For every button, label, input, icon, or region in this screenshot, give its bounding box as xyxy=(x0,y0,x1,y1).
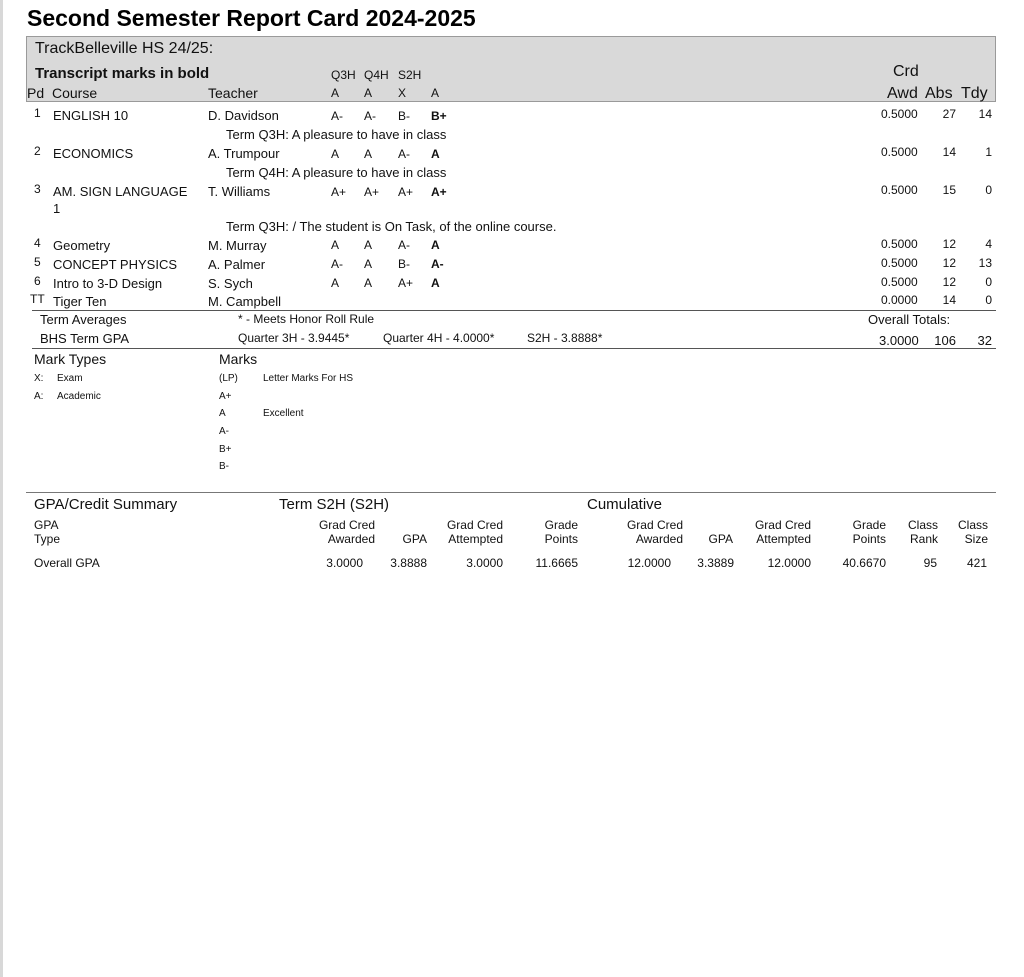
term-attempted-value: 3.0000 xyxy=(466,556,503,570)
gpa-s2: S2H - 3.8888* xyxy=(527,331,603,345)
q4h-type: A xyxy=(364,86,373,100)
col-teacher: Teacher xyxy=(208,85,258,101)
total-awd: 3.0000 xyxy=(879,333,919,348)
course-teacher: T. Williams xyxy=(208,184,271,199)
gpa-row-type: Overall GPA xyxy=(34,556,100,570)
course-comment: Term Q4H: A pleasure to have in class xyxy=(226,165,447,180)
term-gpa-value: 3.8888 xyxy=(390,556,427,570)
course-abs: 15 xyxy=(942,183,956,197)
mark-q4h: A xyxy=(364,147,373,161)
class-size-header: Class xyxy=(957,518,988,532)
col-q3h: Q3H xyxy=(331,68,356,82)
cum-points-header-2: Points xyxy=(852,532,886,546)
course-teacher: M. Campbell xyxy=(208,294,281,309)
course-name: Intro to 3-D Design xyxy=(53,276,163,291)
mark-s2h: A- xyxy=(398,238,410,252)
course-name-line2: 1 xyxy=(53,201,61,216)
course-teacher: S. Sych xyxy=(208,276,253,291)
marks-title: Marks xyxy=(219,351,258,367)
gpa-q4: Quarter 4H - 4.0000* xyxy=(383,331,495,345)
cum-gpa-header: GPA xyxy=(708,532,733,546)
course-awd: 0.5000 xyxy=(881,107,918,121)
mark-final: A- xyxy=(431,257,444,271)
overall-totals-label: Overall Totals: xyxy=(868,312,951,327)
class-size-value: 421 xyxy=(966,556,987,570)
course-abs: 12 xyxy=(942,256,956,270)
course-pd: 6 xyxy=(34,274,41,288)
mark-type-code: A: xyxy=(34,391,44,402)
cum-gpa-value: 3.3889 xyxy=(697,556,734,570)
mark-q3h: A+ xyxy=(331,185,347,199)
gpa-summary-title: GPA/Credit Summary xyxy=(34,496,178,513)
mark-s2h: B- xyxy=(398,257,410,271)
col-s2h: S2H xyxy=(398,68,422,82)
course-pd: TT xyxy=(30,292,45,306)
mark-code: B- xyxy=(219,461,229,472)
mark-q3h: A xyxy=(331,238,340,252)
mark-q3h: A- xyxy=(331,257,343,271)
mark-type-label: Exam xyxy=(57,373,83,384)
mark-type-label: Academic xyxy=(57,391,101,402)
col-crd: Crd xyxy=(893,63,919,80)
cum-attempted-header-2: Attempted xyxy=(756,532,811,546)
cum-points-value: 40.6670 xyxy=(842,556,886,570)
col-pd: Pd xyxy=(27,85,45,101)
term-awarded-value: 3.0000 xyxy=(326,556,363,570)
cum-awarded-header: Grad Cred xyxy=(626,518,683,532)
cum-attempted-value: 12.0000 xyxy=(767,556,811,570)
mark-q4h: A+ xyxy=(364,185,380,199)
total-abs: 106 xyxy=(934,333,956,348)
mark-q3h: A xyxy=(331,147,340,161)
mark-final: A+ xyxy=(431,185,447,199)
term-attempted-header: Grad Cred xyxy=(446,518,503,532)
course-teacher: A. Palmer xyxy=(208,257,266,272)
mark-s2h: A+ xyxy=(398,276,414,290)
term-points-header: Grade xyxy=(544,518,578,532)
course-abs: 14 xyxy=(942,293,956,307)
course-teacher: M. Murray xyxy=(208,238,267,253)
course-abs: 12 xyxy=(942,237,956,251)
mark-final: A xyxy=(431,238,440,252)
course-teacher: A. Trumpour xyxy=(208,146,280,161)
col-course: Course xyxy=(52,85,98,101)
course-comment: Term Q3H: / The student is On Task, of the online course. xyxy=(226,219,557,234)
class-rank-header: Class xyxy=(907,518,938,532)
cum-awarded-value: 12.0000 xyxy=(627,556,671,570)
class-rank-value: 95 xyxy=(923,556,937,570)
course-tdy: 14 xyxy=(978,107,992,121)
mark-code: B+ xyxy=(219,444,232,455)
mark-s2h: A- xyxy=(398,147,410,161)
course-tdy: 4 xyxy=(985,237,992,251)
s2h-type: X xyxy=(398,86,407,100)
col-abs: Abs xyxy=(925,85,953,102)
gpa-q3: Quarter 3H - 3.9445* xyxy=(238,331,350,345)
type-col-label: Type xyxy=(34,532,61,546)
term-attempted-header-2: Attempted xyxy=(448,532,503,546)
course-pd: 5 xyxy=(34,255,41,269)
cum-points-header: Grade xyxy=(852,518,886,532)
course-comment: Term Q3H: A pleasure to have in class xyxy=(226,127,447,142)
course-teacher: D. Davidson xyxy=(208,108,279,123)
course-awd: 0.5000 xyxy=(881,237,918,251)
total-tdy: 32 xyxy=(977,333,992,348)
mark-s2h: A+ xyxy=(398,185,414,199)
term-awarded-header-2: Awarded xyxy=(327,532,375,546)
report-title: Second Semester Report Card 2024-2025 xyxy=(27,5,476,31)
course-tdy: 13 xyxy=(978,256,992,270)
mark-label: Excellent xyxy=(263,408,304,419)
course-awd: 0.5000 xyxy=(881,275,918,289)
class-rank-header-2: Rank xyxy=(909,532,938,546)
course-abs: 14 xyxy=(942,145,956,159)
course-name: CONCEPT PHYSICS xyxy=(53,257,178,272)
mark-final: B+ xyxy=(431,109,447,123)
term-gpa-header: GPA xyxy=(402,532,427,546)
course-abs: 12 xyxy=(942,275,956,289)
course-pd: 1 xyxy=(34,106,41,120)
mark-code: A- xyxy=(219,426,229,437)
mark-type-code: X: xyxy=(34,373,44,384)
mark-code: (LP) xyxy=(219,373,238,384)
course-tdy: 0 xyxy=(985,275,992,289)
course-awd: 0.0000 xyxy=(881,293,918,307)
mark-q3h: A xyxy=(331,276,340,290)
course-awd: 0.5000 xyxy=(881,145,918,159)
mark-q4h: A xyxy=(364,276,373,290)
honor-roll-note: * - Meets Honor Roll Rule xyxy=(238,312,375,326)
term-points-value: 11.6665 xyxy=(535,556,578,570)
course-pd: 3 xyxy=(34,182,41,196)
cum-awarded-header-2: Awarded xyxy=(635,532,683,546)
course-awd: 0.5000 xyxy=(881,256,918,270)
mark-code: A+ xyxy=(219,391,232,402)
mark-s2h: B- xyxy=(398,109,410,123)
transcript-note: Transcript marks in bold xyxy=(35,65,210,82)
cumulative-title: Cumulative xyxy=(587,496,663,513)
mark-final: A xyxy=(431,147,440,161)
divider xyxy=(26,492,996,493)
course-tdy: 1 xyxy=(985,145,992,159)
transcript-type: A xyxy=(431,86,440,100)
col-tdy: Tdy xyxy=(961,85,988,102)
divider xyxy=(32,310,996,311)
course-awd: 0.5000 xyxy=(881,183,918,197)
course-pd: 4 xyxy=(34,236,41,250)
mark-q3h: A- xyxy=(331,109,343,123)
course-tdy: 0 xyxy=(985,183,992,197)
page-edge xyxy=(0,0,3,977)
course-name: Geometry xyxy=(53,238,111,253)
course-name: ENGLISH 10 xyxy=(53,108,129,123)
mark-q4h: A xyxy=(364,238,373,252)
mark-label: Letter Marks For HS xyxy=(263,373,354,384)
term-averages-label: Term Averages xyxy=(40,312,127,327)
bhs-term-gpa-label: BHS Term GPA xyxy=(40,331,130,346)
term-awarded-header: Grad Cred xyxy=(318,518,375,532)
school-name: TrackBelleville HS 24/25: xyxy=(35,40,214,57)
gpa-col-label: GPA xyxy=(34,518,59,532)
mark-types-title: Mark Types xyxy=(34,351,107,367)
mark-q4h: A xyxy=(364,257,373,271)
mark-code: A xyxy=(219,408,226,419)
q3h-type: A xyxy=(331,86,340,100)
course-name: Tiger Ten xyxy=(53,294,107,309)
term-summary-title: Term S2H (S2H) xyxy=(279,496,390,513)
cum-attempted-header: Grad Cred xyxy=(754,518,811,532)
col-q4h: Q4H xyxy=(364,68,389,82)
mark-final: A xyxy=(431,276,440,290)
divider xyxy=(32,348,996,349)
course-pd: 2 xyxy=(34,144,41,158)
course-name: AM. SIGN LANGUAGE xyxy=(53,184,188,199)
course-abs: 27 xyxy=(942,107,956,121)
course-name: ECONOMICS xyxy=(53,146,134,161)
class-size-header-2: Size xyxy=(964,532,988,546)
col-awd: Awd xyxy=(887,85,918,102)
term-points-header-2: Points xyxy=(544,532,578,546)
course-tdy: 0 xyxy=(985,293,992,307)
mark-q4h: A- xyxy=(364,109,376,123)
